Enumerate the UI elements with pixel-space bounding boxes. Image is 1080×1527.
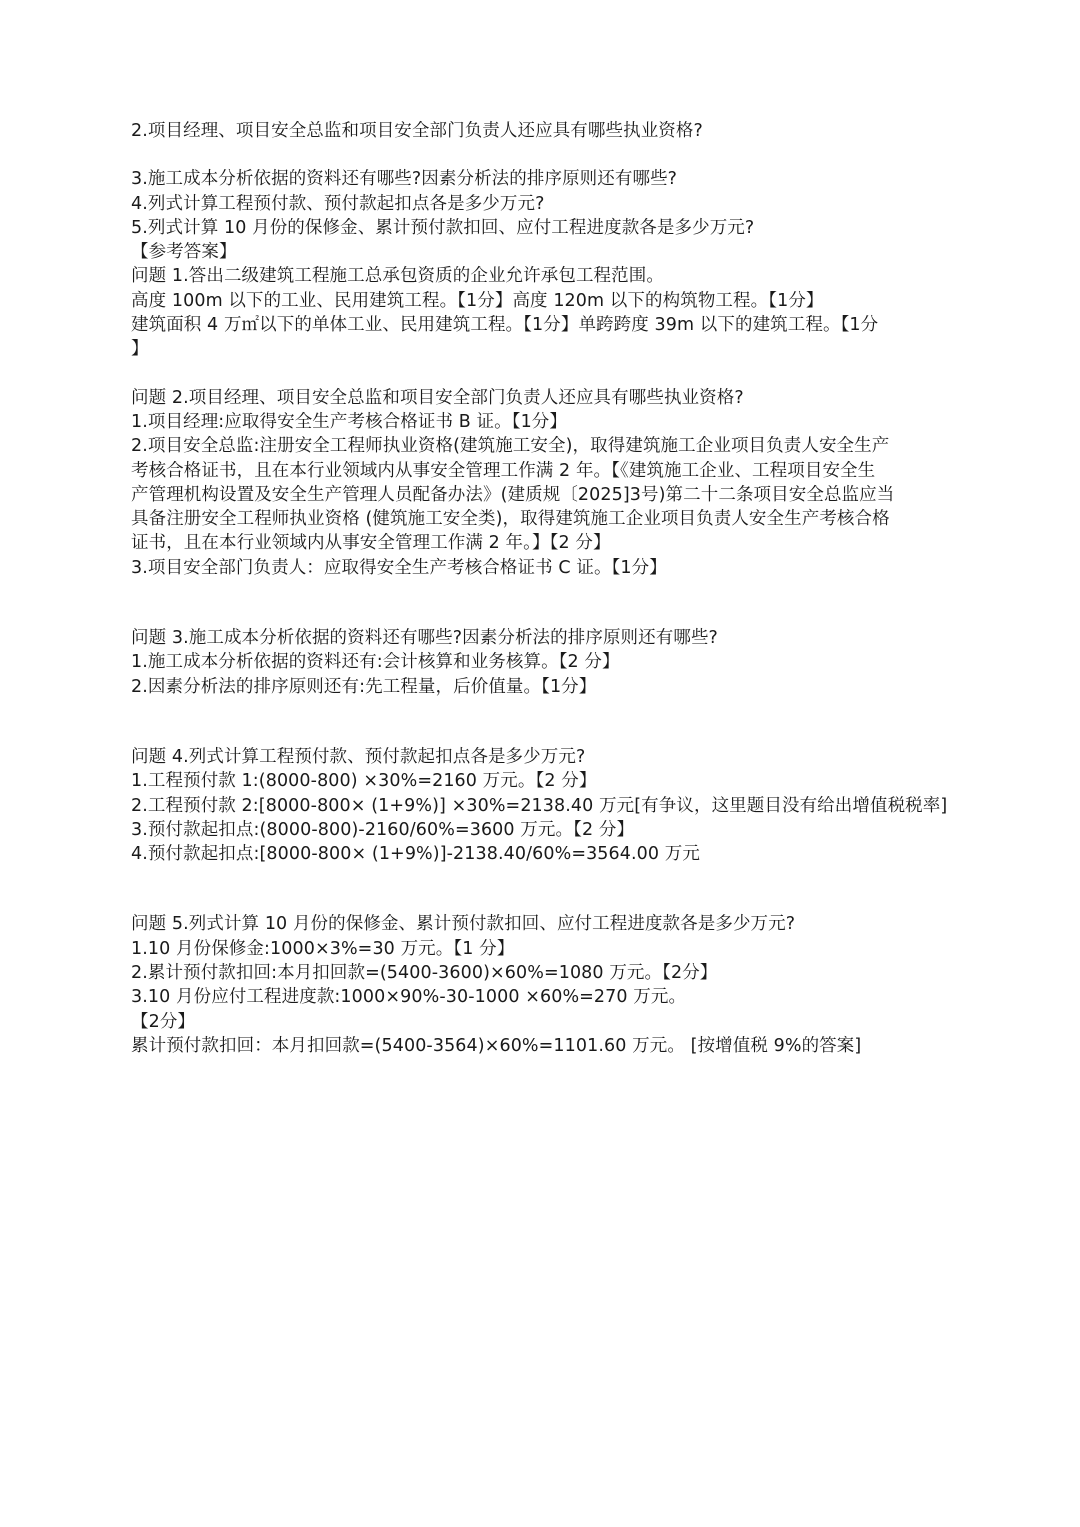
answer-2-line: 产管理机构设置及安全生产管理人员配备办法》(建质规〔2025]3号)第二十二条项目安全总监应当	[131, 484, 895, 505]
answer-2-title: 问题 2.项目经理、项目安全总监和项目安全部门负责人还应具有哪些执业资格?	[131, 387, 744, 408]
answer-4-title: 问题 4.列式计算工程预付款、预付款起扣点各是多少万元?	[131, 746, 586, 767]
answer-4-line: 3.预付款起扣点:(8000-800)-2160/60%=3600 万元。【2 分】	[131, 819, 635, 840]
answer-5-title: 问题 5.列式计算 10 月份的保修金、累计预付款扣回、应付工程进度款各是多少万元?	[131, 914, 796, 935]
answer-5-line: 累计预付款扣回：本月扣回款=(5400-3564)×60%=1101.60 万元。 [按增值税 9%的答案]	[131, 1035, 862, 1056]
question-2-prompt: 2.项目经理、项目安全总监和项目安全部门负责人还应具有哪些执业资格?	[131, 121, 703, 141]
answer-5-line: 1.10 月份保修金:1000×3%=30 万元。【1 分】	[131, 938, 515, 959]
question-4-prompt: 4.列式计算工程预付款、预付款起扣点各是多少万元?	[131, 193, 545, 214]
answer-4-line: 4.预付款起扣点:[8000-800× (1+9%)]-2138.40/60%=3564.00 万元	[131, 844, 701, 865]
answer-4-line: 2.工程预付款 2:[8000-800× (1+9%)] ×30%=2138.40 万元[有争议，这里题目没有给出增值税税率]	[131, 795, 948, 816]
answer-2-line: 证书，且在本行业领域内从事安全管理工作满 2 年。】【2 分】	[131, 533, 611, 554]
answer-5-line: 3.10 月份应付工程进度款:1000×90%-30-1000 ×60%=270 万元。	[131, 987, 687, 1008]
answer-3-line: 2.因素分析法的排序原则还有:先工程量，后价值量。【1分】	[131, 676, 597, 697]
answer-heading: 【参考答案】	[131, 242, 237, 263]
answer-1-title: 问题 1.答出二级建筑工程施工总承包资质的企业允许承包工程范围。	[131, 266, 664, 287]
answer-5-line: 【2分】	[131, 1011, 196, 1032]
answer-4-line: 1.工程预付款 1:(8000-800) ×30%=2160 万元。【2 分】	[131, 771, 597, 792]
answer-2-line: 考核合格证书，且在本行业领域内从事安全管理工作满 2 年。【《建筑施工企业、工程项目安全生	[131, 460, 876, 481]
answer-1-line: 】	[131, 339, 149, 360]
answer-3-line: 1.施工成本分析依据的资料还有:会计核算和业务核算。【2 分】	[131, 652, 620, 673]
answer-1-line: 建筑面积 4 万㎡以下的单体工业、民用建筑工程。【1分】单跨跨度 39m 以下的建筑工程。【1分	[131, 315, 879, 336]
answer-2-line: 1.项目经理:应取得安全生产考核合格证书 B 证。【1分】	[131, 411, 568, 432]
answer-1-line: 高度 100m 以下的工业、民用建筑工程。【1分】高度 120m 以下的构筑物工程。【1分】	[131, 290, 824, 311]
question-3-prompt: 3.施工成本分析依据的资料还有哪些?因素分析法的排序原则还有哪些?	[131, 169, 678, 190]
answer-2-line: 2.项目安全总监:注册安全工程师执业资格(建筑施工安全)，取得建筑施工企业项目负责人安全生产	[131, 436, 890, 457]
answer-5-line: 2.累计预付款扣回:本月扣回款=(5400-3600)×60%=1080 万元。【2分】	[131, 963, 718, 984]
answer-3-title: 问题 3.施工成本分析依据的资料还有哪些?因素分析法的排序原则还有哪些?	[131, 628, 718, 649]
answer-2-line: 3.项目安全部门负责人：应取得安全生产考核合格证书 C 证。【1分】	[131, 557, 667, 578]
question-5-prompt: 5.列式计算 10 月份的保修金、累计预付款扣回、应付工程进度款各是多少万元?	[131, 217, 755, 238]
document-body	[131, 119, 961, 1058]
answer-2-line: 具备注册安全工程师执业资格 (健筑施工安全类)，取得建筑施工企业项目负责人安全生产考核合格	[131, 509, 890, 530]
